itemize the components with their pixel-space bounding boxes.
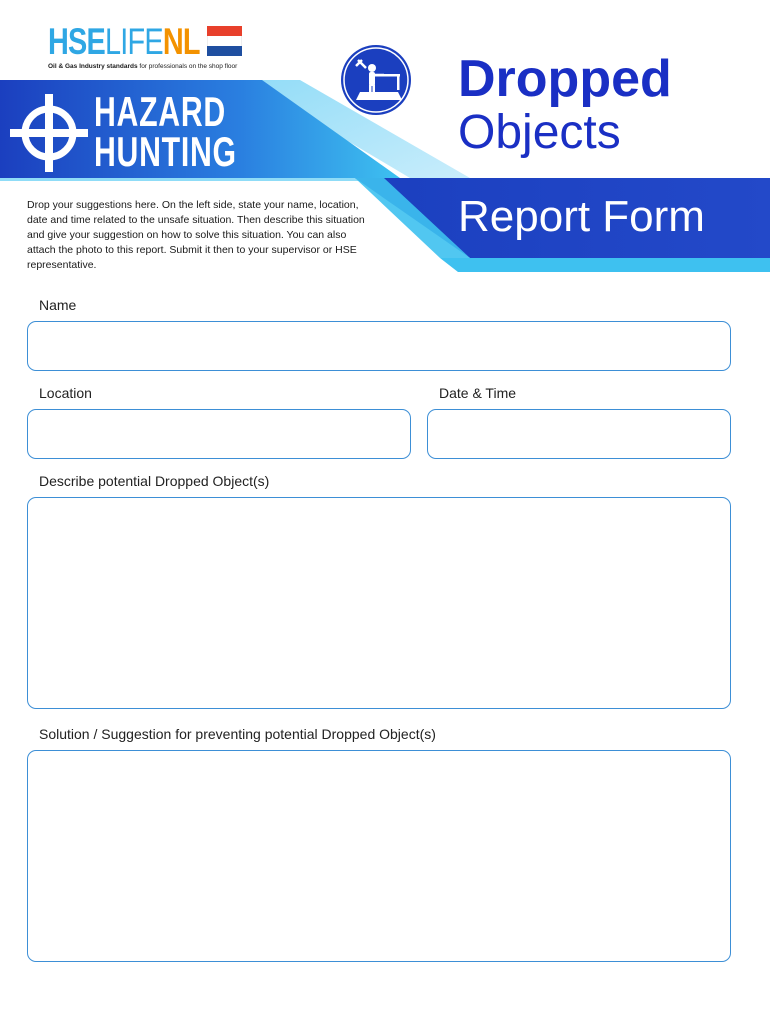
title-line-2: Objects [458, 106, 621, 159]
banner-left-line [0, 178, 404, 181]
brand-logo [48, 22, 248, 70]
name-field[interactable] [27, 321, 731, 371]
title-line-3: Report Form [458, 192, 705, 241]
datetime-label: Date & Time [439, 385, 517, 401]
location-label: Location [39, 385, 92, 401]
solution-field[interactable] [27, 750, 731, 962]
solution-label: Solution / Suggestion for preventing potential Dropped Object(s) [39, 726, 436, 742]
brand-tagline: Oil & Gas Industry standards for professionals on the shop floor [48, 63, 238, 70]
banner-right-tail [440, 258, 770, 272]
dropped-objects-worker-icon [340, 44, 412, 116]
brand-wordmark: HSELIFENL [48, 21, 200, 62]
crosshair-target-icon [8, 92, 90, 174]
campaign-title: HAZARD HUNTING [94, 88, 237, 175]
describe-label: Describe potential Dropped Object(s) [39, 473, 270, 489]
netherlands-flag-icon [207, 26, 242, 56]
name-label: Name [39, 297, 77, 313]
datetime-field[interactable] [427, 409, 731, 459]
title-line-1: Dropped [458, 50, 672, 108]
intro-instructions: Drop your suggestions here. On the left side, state your name, location, date and time related to the unsafe situation. Then describe this situation and give your suggestion on how to solve this situation. You can also attach the photo to this report. Submit it then to your supervisor or HSE representative. [27, 199, 365, 271]
location-field[interactable] [27, 409, 411, 459]
describe-field[interactable] [27, 497, 731, 709]
